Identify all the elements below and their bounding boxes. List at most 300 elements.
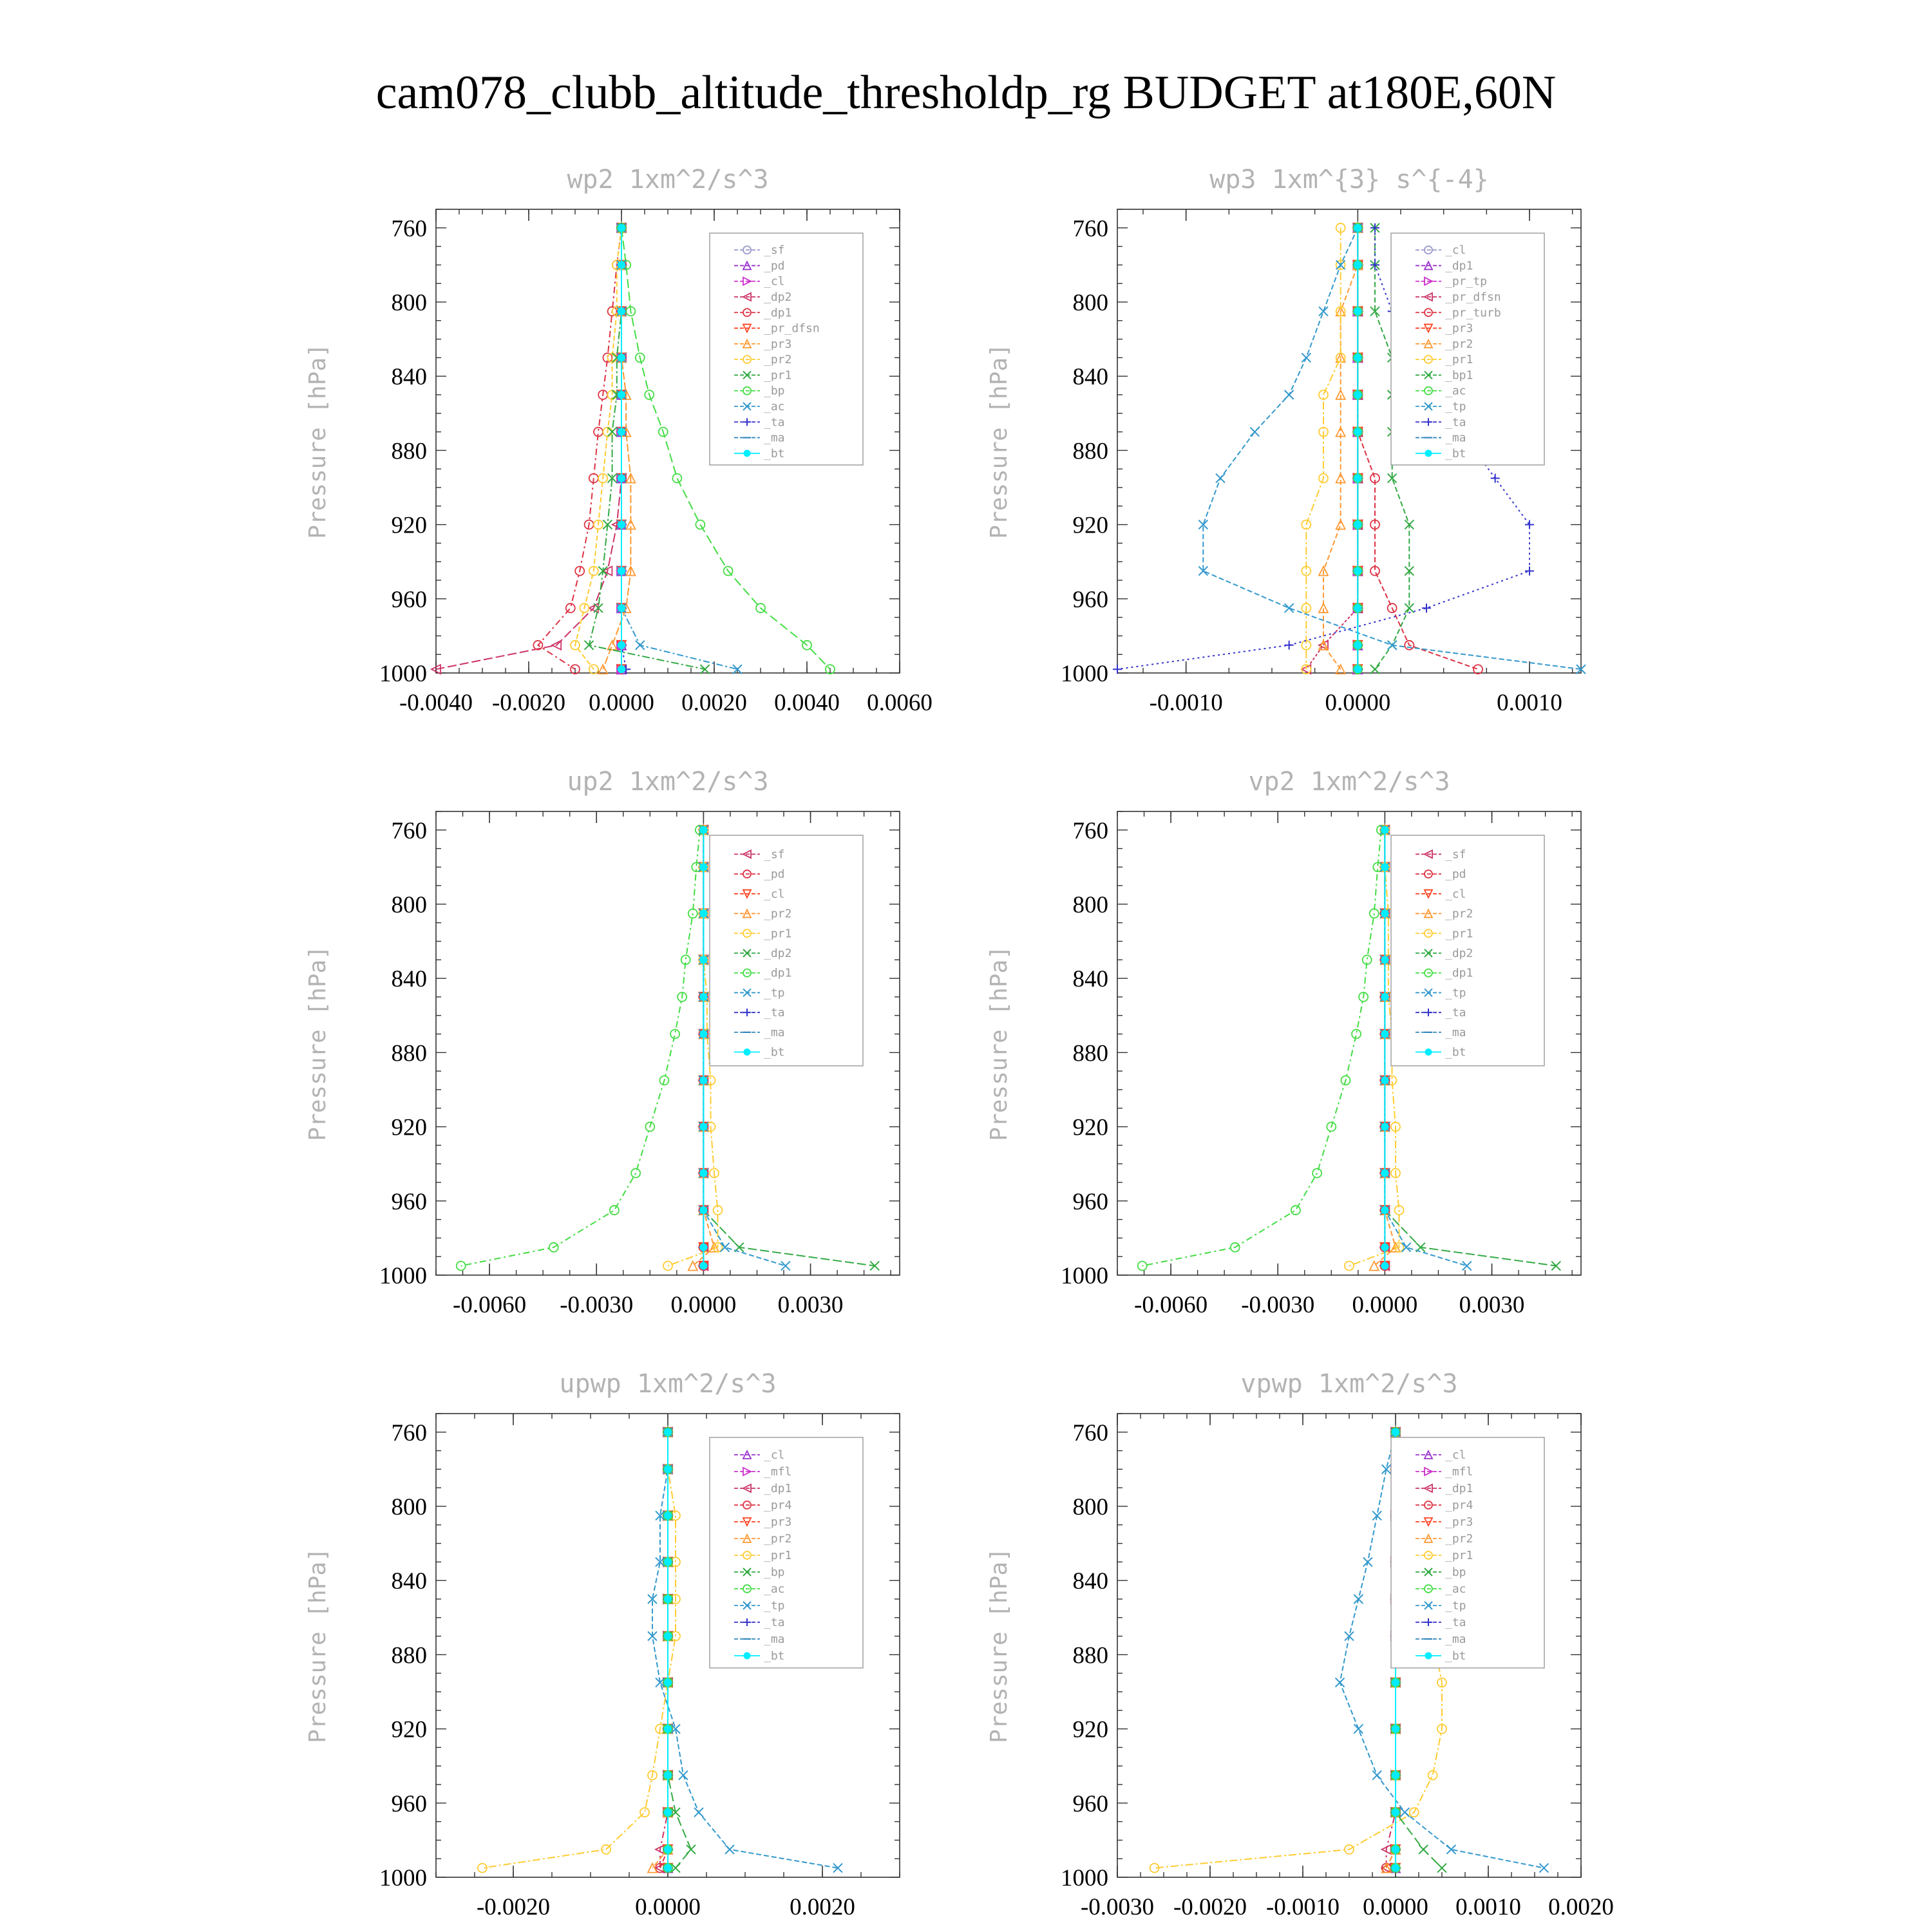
data-point <box>699 1077 707 1084</box>
chart-panel <box>305 1369 900 1920</box>
legend-label: _bt <box>1445 1649 1466 1663</box>
legend-marker <box>1425 1653 1432 1660</box>
data-point <box>1525 520 1534 529</box>
legend-label: _pd <box>1445 867 1466 882</box>
data-point <box>1354 641 1361 649</box>
y-tick-label: 800 <box>391 1494 427 1520</box>
legend-label: _mfl <box>764 1465 792 1479</box>
data-point <box>1381 1030 1388 1038</box>
data-point <box>694 1808 703 1817</box>
data-point <box>781 1262 790 1271</box>
series-line <box>482 1432 676 1868</box>
data-point <box>1392 1864 1399 1872</box>
legend-marker <box>744 1653 751 1660</box>
x-tick-label: -0.0020 <box>1173 1894 1247 1920</box>
legend-marker <box>744 450 751 457</box>
data-point <box>664 1633 672 1640</box>
series-pr1 <box>1302 223 1345 674</box>
data-point <box>1354 475 1361 482</box>
legend-label: _bt <box>764 1649 785 1663</box>
legend-label: _pd <box>764 259 785 273</box>
data-point <box>1381 1170 1388 1177</box>
x-tick-label: -0.0030 <box>1080 1894 1155 1920</box>
data-point <box>664 1558 672 1566</box>
legend-label: _sf <box>764 848 785 862</box>
x-tick-label: 0.0000 <box>635 1894 701 1920</box>
legend-label: _tp <box>764 986 785 1000</box>
y-tick-label: 1000 <box>1061 1263 1108 1289</box>
series-pr1 <box>585 223 710 674</box>
data-point <box>699 863 707 871</box>
series-bt <box>1381 826 1388 1270</box>
data-point <box>1319 307 1328 316</box>
legend-label: _bp1 <box>1445 368 1473 383</box>
legend-label: _dp2 <box>1445 947 1473 960</box>
data-point <box>1463 1262 1472 1271</box>
y-tick-label: 1000 <box>379 661 427 687</box>
data-point <box>1372 1771 1381 1780</box>
legend-marker <box>744 1048 751 1056</box>
legend-label: _ta <box>1445 1006 1466 1020</box>
legend-label: _pr1 <box>1445 1549 1473 1562</box>
data-point <box>618 475 625 482</box>
data-point <box>1216 474 1225 483</box>
y-tick-label: 1000 <box>1061 1865 1108 1891</box>
y-tick-label: 960 <box>1072 1790 1108 1817</box>
y-tick-label: 760 <box>1072 215 1108 242</box>
x-tick-label: -0.0060 <box>1134 1292 1208 1318</box>
y-tick-label: 960 <box>1072 1188 1108 1215</box>
legend-label: _pr3 <box>764 337 792 351</box>
legend-label: _dp1 <box>1445 966 1473 980</box>
x-tick-label: 0.0010 <box>1455 1894 1521 1920</box>
legend-label: _pr2 <box>764 1532 792 1546</box>
legend-label: _pr_turb <box>1445 306 1501 320</box>
legend-label: _ac <box>1445 1582 1466 1596</box>
legend <box>1391 233 1544 465</box>
series-line <box>436 228 621 669</box>
y-tick-label: 840 <box>1072 1568 1108 1595</box>
panels-group <box>305 165 1614 1920</box>
data-point <box>1354 665 1361 673</box>
data-point <box>672 474 681 483</box>
legend-label: _tp <box>764 1599 785 1613</box>
legend-label: _pr4 <box>764 1499 792 1512</box>
legend-label: _ac <box>1445 384 1466 398</box>
chart-panel <box>305 767 900 1318</box>
data-point <box>699 1170 707 1177</box>
data-point <box>1354 261 1361 269</box>
y-tick-label: 920 <box>1072 1114 1108 1141</box>
data-point <box>699 956 707 963</box>
x-tick-label: -0.0040 <box>399 690 473 716</box>
data-point <box>1525 567 1534 576</box>
x-tick-label: 0.0000 <box>670 1292 737 1318</box>
legend-label: _sf <box>764 243 785 258</box>
legend-label: _dp1 <box>764 1482 792 1495</box>
data-point <box>664 1808 672 1816</box>
y-tick-label: 880 <box>1072 1040 1108 1067</box>
y-tick-label: 760 <box>391 215 427 242</box>
x-tick-label: -0.0060 <box>453 1292 527 1318</box>
legend-label: _ma <box>764 431 785 445</box>
data-point <box>1113 665 1122 674</box>
y-tick-label: 960 <box>391 1790 427 1817</box>
legend-label: _dp1 <box>764 966 792 980</box>
legend-label: _ma <box>1445 1025 1466 1039</box>
data-point <box>566 603 575 612</box>
legend-label: _pr2 <box>1445 337 1473 351</box>
legend-label: _pr4 <box>1445 1499 1473 1512</box>
data-point <box>664 1465 672 1473</box>
legend-label: _pr3 <box>1445 1515 1473 1529</box>
legend-label: _bt <box>764 446 785 460</box>
data-point <box>1363 1557 1372 1566</box>
data-point <box>1285 390 1294 399</box>
legend-label: _bt <box>1445 1045 1466 1059</box>
data-point <box>585 641 594 650</box>
data-point <box>1422 603 1431 612</box>
legend-label: _tp <box>1445 986 1466 1000</box>
data-point <box>1354 391 1361 399</box>
data-point <box>1336 665 1345 674</box>
y-tick-label: 840 <box>1072 966 1108 993</box>
x-tick-label: -0.0010 <box>1265 1894 1340 1920</box>
data-point <box>618 428 625 436</box>
data-point <box>664 1772 672 1779</box>
data-point <box>1381 1077 1388 1084</box>
y-tick-label: 920 <box>1072 512 1108 539</box>
y-tick-label: 840 <box>1072 364 1108 391</box>
legend-label: _pr1 <box>1445 927 1473 941</box>
data-point <box>1381 993 1388 1001</box>
x-tick-label: 0.0060 <box>867 690 933 716</box>
legend-label: _pr2 <box>764 907 792 921</box>
legend-marker <box>1425 1048 1432 1056</box>
data-point <box>618 641 625 649</box>
data-point <box>699 1206 707 1214</box>
data-point <box>618 665 625 673</box>
data-point <box>699 1262 707 1270</box>
data-point <box>1302 353 1311 362</box>
legend-label: _cl <box>1445 243 1466 258</box>
y-tick-label: 800 <box>1072 892 1108 918</box>
data-point <box>640 1808 649 1817</box>
data-point <box>1354 307 1361 315</box>
legend-label: _bt <box>1445 446 1466 460</box>
data-point <box>1336 1678 1345 1687</box>
data-point <box>610 1206 619 1215</box>
data-point <box>1392 1725 1399 1733</box>
series-line <box>660 1432 668 1868</box>
y-axis-label: Pressure [hPa] <box>986 1548 1012 1743</box>
y-tick-label: 920 <box>391 1114 427 1141</box>
legend-label: _pr_tp <box>1445 274 1488 289</box>
data-point <box>664 1428 672 1436</box>
y-tick-label: 880 <box>391 438 427 465</box>
legend-label: _ma <box>1445 1633 1466 1646</box>
legend-label: _pd <box>764 867 785 882</box>
data-point <box>664 1864 672 1872</box>
data-point <box>1291 1206 1300 1215</box>
data-point <box>1437 1864 1446 1873</box>
legend-label: _bt <box>764 1045 785 1059</box>
data-point <box>1354 521 1361 529</box>
x-tick-label: 0.0030 <box>1459 1292 1525 1318</box>
legend-label: _cl <box>764 1448 785 1462</box>
legend-label: _cl <box>764 274 785 289</box>
y-tick-label: 880 <box>391 1642 427 1669</box>
x-tick-label: 0.0010 <box>1497 690 1562 716</box>
x-tick-label: 0.0000 <box>589 690 654 716</box>
data-point <box>1381 1206 1388 1214</box>
legend <box>1391 835 1544 1066</box>
panel-title: vpwp 1xm^2/s^3 <box>1240 1369 1458 1399</box>
legend-label: _dp1 <box>1445 259 1473 273</box>
data-point <box>1354 354 1361 361</box>
series-line <box>538 228 621 669</box>
y-tick-label: 920 <box>1072 1716 1108 1743</box>
y-tick-label: 880 <box>391 1040 427 1067</box>
y-tick-label: 1000 <box>1061 661 1108 687</box>
data-point <box>618 521 625 529</box>
x-tick-label: 0.0020 <box>681 690 747 716</box>
legend-label: _ac <box>764 400 785 413</box>
series-pr1 <box>478 1428 680 1873</box>
y-tick-label: 760 <box>1072 817 1108 844</box>
series-line <box>589 228 705 669</box>
data-point <box>699 826 707 834</box>
y-tick-label: 760 <box>391 1419 427 1446</box>
x-tick-label: 0.0020 <box>790 1894 855 1920</box>
y-tick-label: 800 <box>391 892 427 918</box>
data-point <box>1381 1262 1388 1270</box>
data-point <box>1354 567 1361 575</box>
legend-label: _ma <box>1445 431 1466 445</box>
y-axis-label: Pressure [hPa] <box>986 945 1012 1141</box>
data-point <box>1419 1845 1428 1854</box>
legend-label: _tp <box>1445 400 1466 413</box>
data-point <box>618 354 625 361</box>
data-point <box>1392 1772 1399 1779</box>
legend-label: _ma <box>764 1025 785 1039</box>
series-pr2 <box>648 1428 672 1873</box>
y-tick-label: 800 <box>1072 290 1108 316</box>
legend-label: _bp <box>764 1566 785 1579</box>
series-line <box>660 1432 668 1868</box>
legend-label: _dp1 <box>1445 1482 1473 1495</box>
legend <box>710 233 863 465</box>
x-tick-label: 0.0030 <box>777 1292 844 1318</box>
legend-label: _pr2 <box>1445 907 1473 921</box>
legend <box>710 835 863 1066</box>
data-point <box>699 993 707 1001</box>
x-tick-label: -0.0020 <box>476 1894 551 1920</box>
legend-label: _pr1 <box>764 368 792 383</box>
data-point <box>1381 909 1388 917</box>
y-tick-label: 1000 <box>379 1263 427 1289</box>
series-bt <box>699 826 707 1270</box>
legend-label: _pr3 <box>764 1515 792 1529</box>
data-point <box>1354 224 1361 232</box>
legend-label: _pr_dfsn <box>764 321 820 336</box>
data-point <box>701 665 710 674</box>
data-point <box>457 1262 466 1271</box>
legend-label: _ac <box>764 1582 785 1596</box>
y-tick-label: 960 <box>1072 586 1108 613</box>
data-point <box>618 391 625 399</box>
legend-label: _dp2 <box>764 947 792 960</box>
data-point <box>1381 1123 1388 1131</box>
legend-label: _ta <box>764 1006 785 1020</box>
data-point <box>1381 956 1388 963</box>
y-tick-label: 960 <box>391 586 427 613</box>
legend-label: _bp <box>1445 1566 1466 1579</box>
legend-label: _dp2 <box>764 290 792 304</box>
data-point <box>618 604 625 612</box>
legend-label: _cl <box>1445 887 1466 901</box>
data-point <box>1392 1846 1399 1853</box>
series-line <box>461 830 700 1266</box>
data-point <box>699 909 707 917</box>
data-point <box>664 1511 672 1519</box>
legend-label: _cl <box>764 887 785 901</box>
data-point <box>618 307 625 315</box>
data-point <box>618 567 625 575</box>
x-tick-label: 0.0040 <box>774 690 840 716</box>
data-point <box>1400 1808 1409 1817</box>
legend-label: _ta <box>764 1616 785 1629</box>
data-point <box>1392 1428 1399 1436</box>
data-point <box>589 665 598 674</box>
series-line <box>668 1432 691 1868</box>
data-point <box>1381 1244 1388 1251</box>
y-tick-label: 800 <box>391 290 427 316</box>
x-tick-label: 0.0000 <box>1325 690 1391 716</box>
y-tick-label: 760 <box>1072 1419 1108 1446</box>
data-point <box>699 1244 707 1251</box>
legend-label: _sf <box>1445 848 1466 862</box>
legend-label: _ta <box>1445 415 1466 430</box>
data-point <box>608 641 617 650</box>
chart-panel <box>986 767 1581 1318</box>
legend <box>710 1437 863 1668</box>
series-dp1 <box>1138 826 1386 1271</box>
legend-label: _pr3 <box>1445 321 1473 336</box>
data-point <box>664 1846 672 1853</box>
data-point <box>1381 826 1388 834</box>
y-tick-label: 800 <box>1072 1494 1108 1520</box>
data-point <box>1392 1679 1399 1687</box>
y-tick-label: 1000 <box>379 1865 427 1891</box>
legend-label: _bp <box>764 384 785 398</box>
legend-label: _pr2 <box>1445 1532 1473 1546</box>
data-point <box>664 1679 672 1687</box>
series-bt <box>1354 224 1361 673</box>
data-point <box>1473 665 1482 674</box>
data-point <box>598 665 607 674</box>
data-point <box>1285 641 1294 650</box>
series-dp1 <box>457 826 705 1271</box>
data-point <box>1250 428 1259 437</box>
data-point <box>1285 603 1294 612</box>
figure-title: cam078_clubb_altitude_thresholdp_rg BUDGET at180E,60N <box>375 66 1557 119</box>
legend-label: _pr1 <box>764 1549 792 1562</box>
chart-panel <box>986 1369 1614 1920</box>
panel-title: wp3 1xm^{3} s^{-4} <box>1209 165 1489 194</box>
legend-label: _ta <box>764 415 785 430</box>
x-tick-label: -0.0030 <box>560 1292 634 1318</box>
series-line <box>1306 228 1358 669</box>
y-tick-label: 880 <box>1072 1642 1108 1669</box>
legend-label: _pr1 <box>764 927 792 941</box>
y-tick-label: 920 <box>391 512 427 539</box>
y-tick-label: 920 <box>391 1716 427 1743</box>
legend-marker <box>1425 450 1432 457</box>
y-tick-label: 880 <box>1072 438 1108 465</box>
data-point <box>1354 1595 1363 1604</box>
data-point <box>679 1771 688 1780</box>
panel-title: wp2 1xm^2/s^3 <box>567 165 769 194</box>
y-tick-label: 840 <box>391 966 427 993</box>
panel-title: vp2 1xm^2/s^3 <box>1248 767 1450 797</box>
x-tick-label: 0.0000 <box>1352 1292 1418 1318</box>
y-tick-label: 840 <box>391 364 427 391</box>
legend-label: _ta <box>1445 1616 1466 1629</box>
series-line <box>1142 830 1381 1266</box>
legend-label: _dp1 <box>764 306 792 320</box>
series-bt <box>664 1428 672 1872</box>
data-point <box>1392 1808 1399 1816</box>
data-point <box>1354 604 1361 612</box>
data-point <box>1138 1262 1147 1271</box>
chart-panel <box>986 165 1586 716</box>
x-tick-label: -0.0010 <box>1149 690 1223 716</box>
data-point <box>618 261 625 269</box>
y-tick-label: 760 <box>391 817 427 844</box>
data-point <box>687 1845 696 1854</box>
y-axis-label: Pressure [hPa] <box>986 343 1012 539</box>
data-point <box>1381 863 1388 871</box>
x-tick-label: 0.0020 <box>1548 1894 1614 1920</box>
y-axis-label: Pressure [hPa] <box>305 945 331 1141</box>
x-tick-label: 0.0000 <box>1363 1894 1428 1920</box>
x-tick-label: -0.0020 <box>491 690 566 716</box>
legend-label: _pr1 <box>1445 353 1473 367</box>
x-tick-label: -0.0030 <box>1241 1292 1315 1318</box>
data-point <box>664 1725 672 1733</box>
data-point <box>699 1030 707 1038</box>
data-point <box>699 1123 707 1131</box>
data-point <box>636 641 645 650</box>
legend <box>1391 1437 1544 1668</box>
data-point <box>1370 665 1379 674</box>
legend-label: _ma <box>764 1633 785 1646</box>
data-point <box>618 224 625 232</box>
series-bt <box>618 224 625 673</box>
data-point <box>664 1595 672 1603</box>
legend-label: _pr_dfsn <box>1445 290 1501 304</box>
y-axis-label: Pressure [hPa] <box>305 343 331 539</box>
panel-title: upwp 1xm^2/s^3 <box>559 1369 777 1399</box>
legend-label: _tp <box>1445 1599 1466 1613</box>
y-tick-label: 960 <box>391 1188 427 1215</box>
panel-title: up2 1xm^2/s^3 <box>567 767 769 797</box>
chart-panel <box>305 165 933 716</box>
legend-label: _cl <box>1445 1448 1466 1462</box>
data-point <box>1354 1725 1363 1734</box>
data-point <box>1354 428 1361 436</box>
